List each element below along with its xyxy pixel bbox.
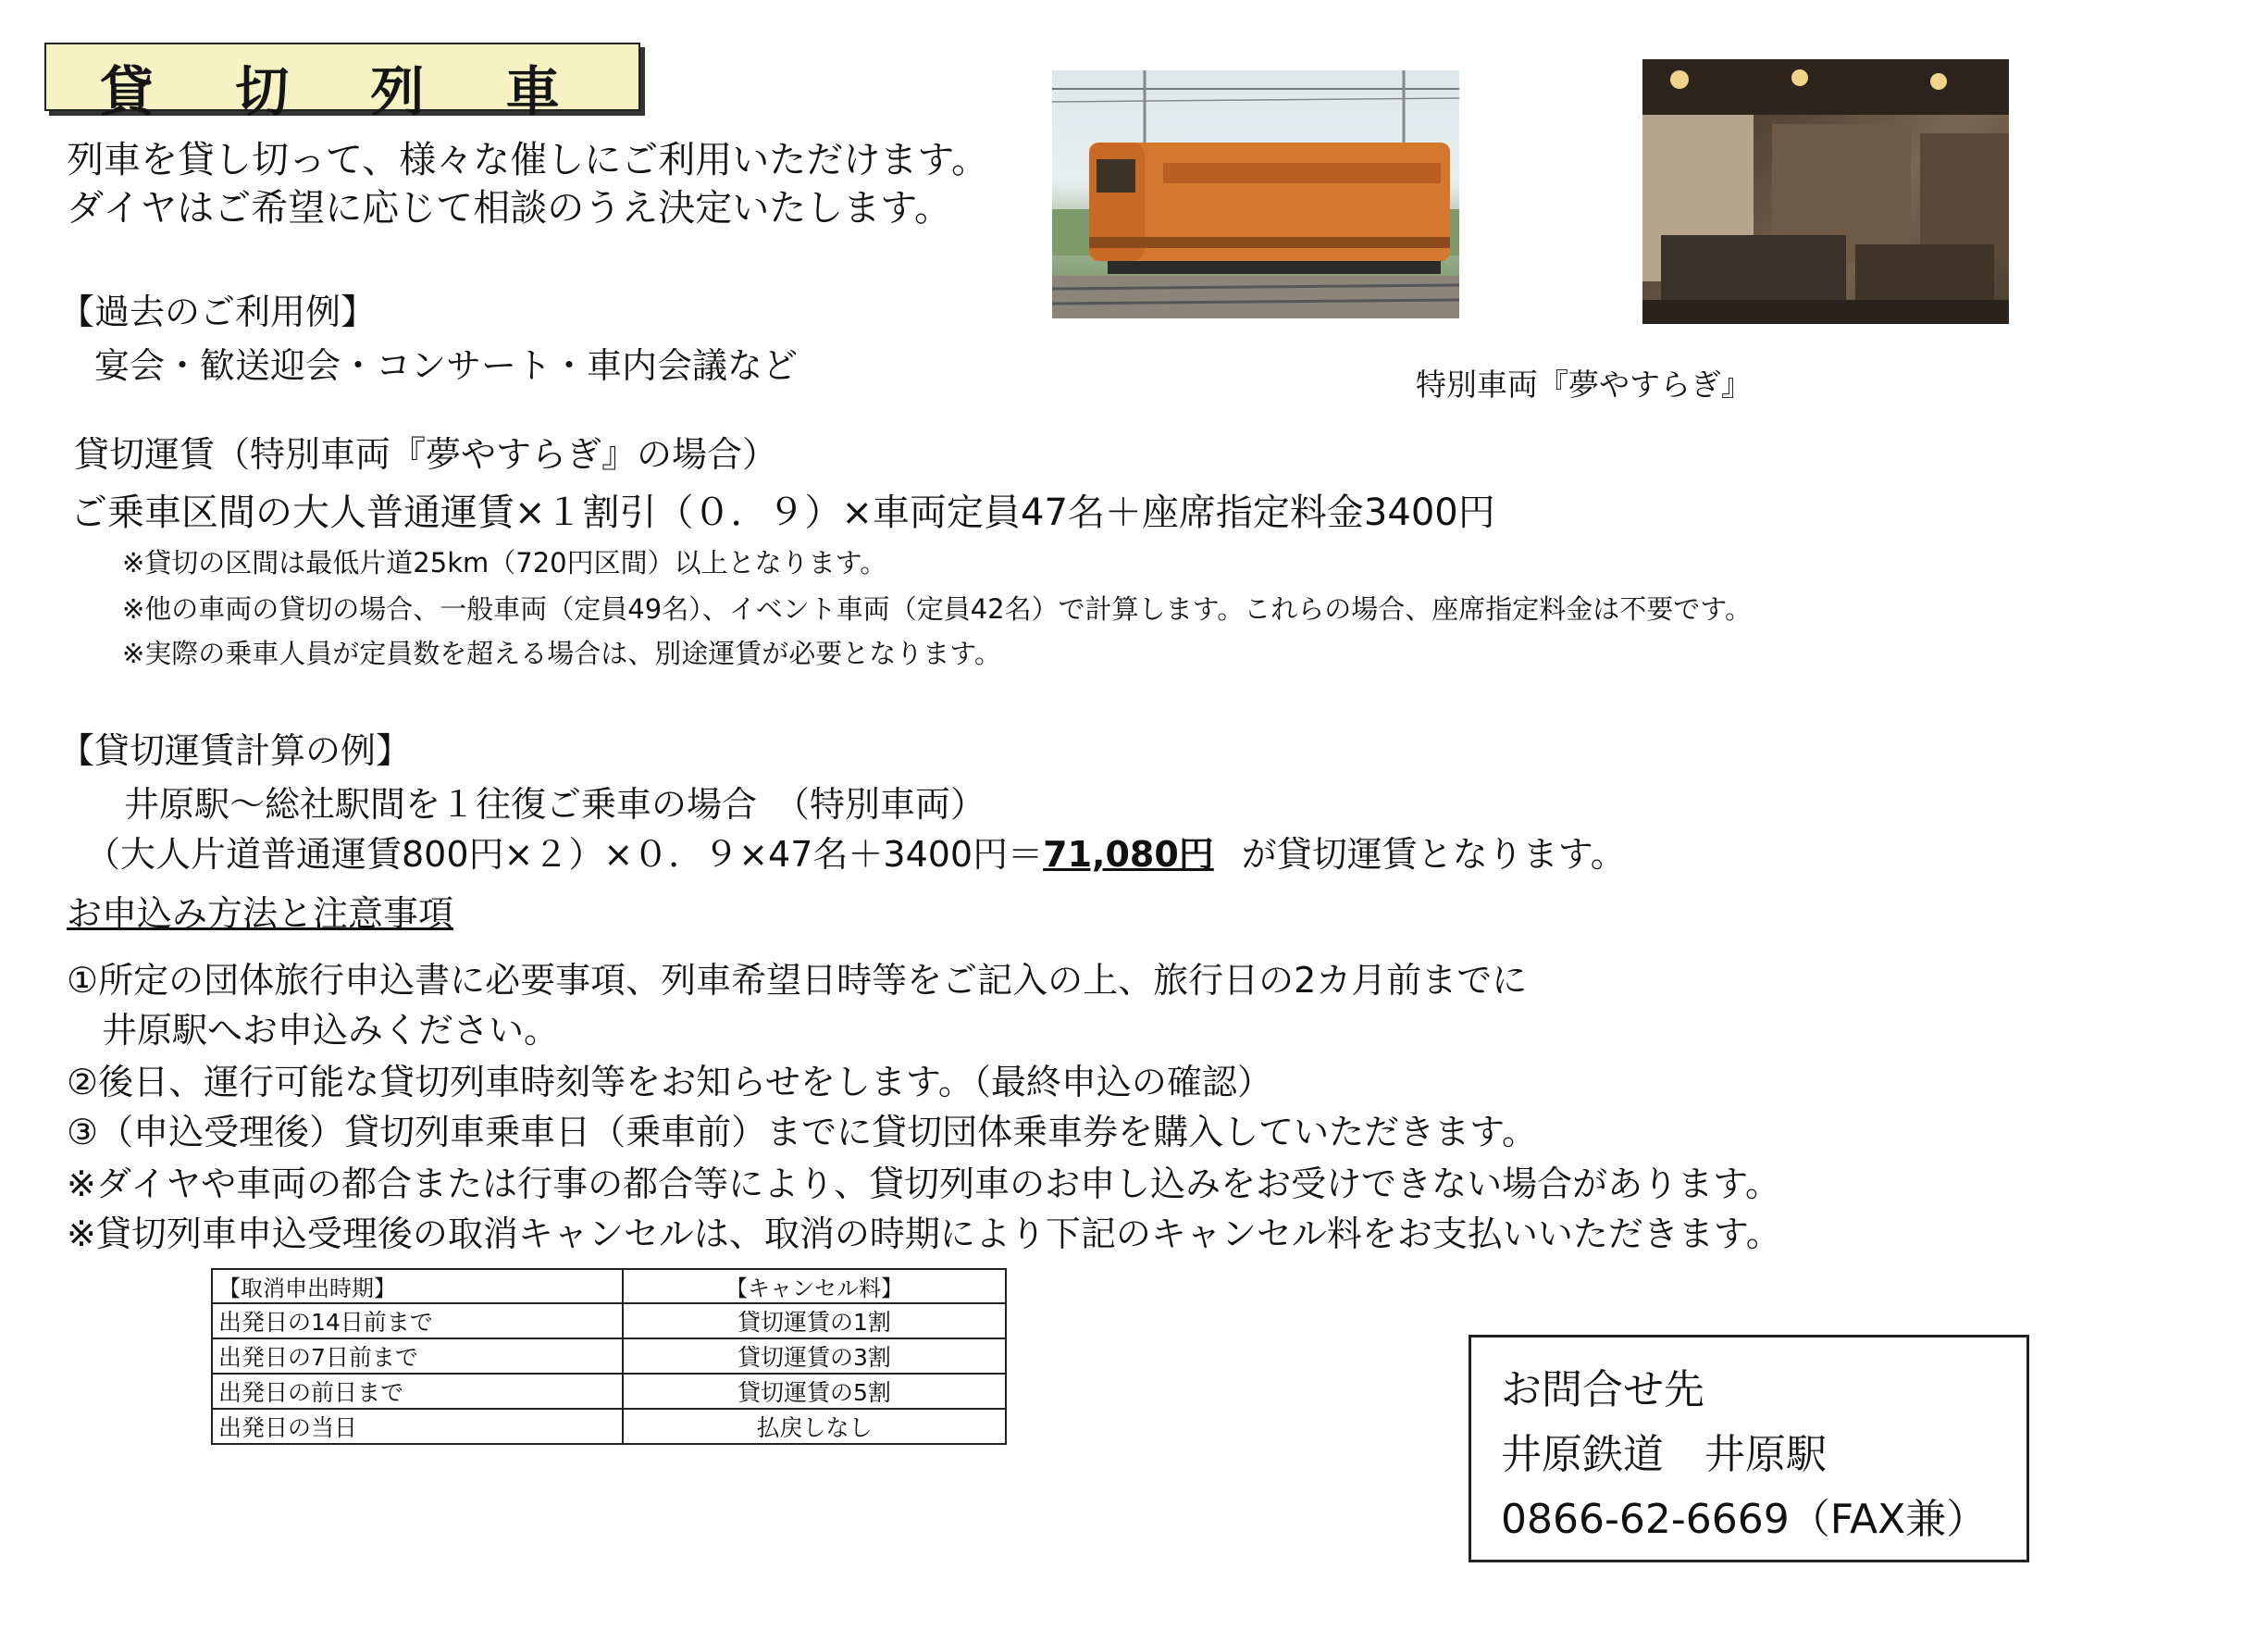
intro-line-2: ダイヤはご希望に応じて相談のうえ決定いたします。 [67,187,951,230]
table-row [212,1409,1006,1444]
table-cell-fee: 払戻しなし [623,1409,1006,1444]
past-use-heading: 【過去のご利用例】 [59,292,377,332]
contact-label: お問合せ先 [1501,1366,1704,1413]
table-header-fee: 【キャンセル料】 [623,1269,1006,1303]
contact-box [1469,1335,2029,1562]
table-cell-period: 出発日の前日まで [212,1374,623,1409]
application-item-1b: 井原駅へお申込みください。 [67,1010,560,1051]
fare-note-3: ※実際の乗車人員が定員数を超える場合は、別途運賃が必要となります。 [122,638,1001,669]
application-note-1: ※ダイヤや車両の都合または行事の都合等により、貸切列車のお申し込みをお受けできない場合があります。 [67,1163,1781,1204]
page-title: 貸 切 列 車 [100,60,591,123]
fare-heading: 貸切運賃（特別車両『夢やすらぎ』の場合） [74,434,778,475]
table-row [212,1338,1006,1374]
example-amount: 71,080円 [1043,834,1214,875]
table-header-row [212,1269,1006,1303]
table-row [212,1374,1006,1409]
table-row [212,1303,1006,1338]
table-cell-fee: 貸切運賃の5割 [623,1374,1006,1409]
table-cell-period: 出発日の当日 [212,1409,623,1444]
contact-phone: 0866-62-6669（FAX兼） [1501,1496,1988,1543]
example-suffix: が貸切運賃となります。 [1241,834,1626,875]
intro-line-1: 列車を貸し切って、様々な催しにご利用いただけます。 [67,139,988,181]
application-note-2: ※貸切列車申込受理後の取消キャンセルは、取消の時期により下記のキャンセル料をお支払いいただきます。 [67,1213,1781,1254]
application-heading: お申込み方法と注意事項 [67,893,454,934]
application-item-1: ①所定の団体旅行申込書に必要事項、列車希望日時等をご記入の上、旅行日の2カ月前までに [67,960,1528,1001]
application-item-2: ②後日、運行可能な貸切列車時刻等をお知らせをします。（最終申込の確認） [67,1062,1272,1102]
interior-photo [1642,59,2009,324]
table-cell-period: 出発日の7日前まで [212,1338,623,1374]
fare-note-1: ※貸切の区間は最低片道25km（720円区間）以上となります。 [122,547,887,579]
title-box [44,43,640,123]
table-cell-fee: 貸切運賃の1割 [623,1303,1006,1338]
table-cell-fee: 貸切運賃の3割 [623,1338,1006,1374]
table-cell-period: 出発日の14日前まで [212,1303,623,1338]
fare-formula: ご乗車区間の大人普通運賃×１割引（０．９）×車両定員47名＋座席指定料金3400円 [70,491,1495,534]
example-formula: （大人片道普通運賃800円×２）×０．９×47名＋3400円＝ [85,834,1044,875]
contact-org: 井原鉄道 井原駅 [1501,1431,1827,1478]
example-heading: 【貸切運賃計算の例】 [59,730,412,771]
past-use-text: 宴会・歓送迎会・コンサート・車内会議など [94,345,799,386]
table-header-period: 【取消申出時期】 [212,1269,623,1303]
example-line-2 [85,826,1626,877]
cancel-fee-table [211,1268,1007,1445]
fare-note-2: ※他の車両の貸切の場合、一般車両（定員49名）、イベント車両（定員42名）で計算します。これらの場合、座席指定料金は不要です。 [122,593,1752,625]
example-line-1: 井原駅～総社駅間を１往復ご乗車の場合 （特別車両） [124,784,986,825]
train-photo [1052,70,1459,318]
photo-caption: 特別車両『夢やすらぎ』 [1416,367,1752,403]
application-item-3: ③（申込受理後）貸切列車乗車日（乗車前）までに貸切団体乗車券を購入していただきます。 [67,1112,1538,1152]
